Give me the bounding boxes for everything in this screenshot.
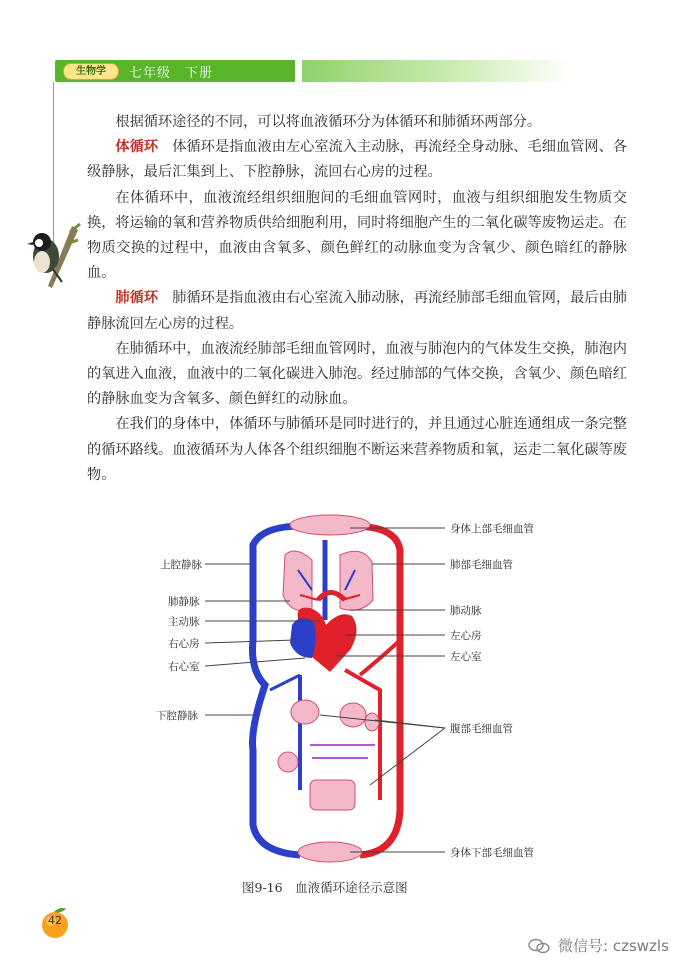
label-pulmonary-vein: 肺静脉	[168, 596, 200, 608]
paragraph: 在肺循环中，血液流经肺部毛细血管网时，血液与肺泡内的气体发生交换，肺泡内的氧进入血液，血液中的二氧化碳进入肺泡。经过肺部的气体交换，含氧少、颜色暗红的静脉血变为含氧多、颜色鲜红的动脉血。	[87, 340, 627, 408]
term-systemic: 体循环	[115, 139, 159, 156]
label-right-ventricle: 右心室	[168, 661, 200, 673]
header-decoration	[302, 60, 572, 82]
circulation-diagram	[0, 500, 700, 920]
label-abdominal-capillaries: 腹部毛细血管	[450, 723, 513, 735]
label-lung-capillaries: 肺部毛细血管	[450, 559, 513, 571]
page-number: 42	[48, 914, 62, 927]
label-upper-body-capillaries: 身体上部毛细血管	[450, 523, 534, 535]
label-left-atrium: 左心房	[450, 630, 482, 642]
figure-caption: 图9-16 血液循环途径示意图	[242, 880, 408, 895]
term-pulmonary: 肺循环	[115, 290, 159, 307]
subject-badge: 生物学	[63, 63, 119, 80]
paragraph: 在体循环中，血液流经组织细胞间的毛细血管网时，血液与组织细胞发生物质交换，将运输的氧和营养物质供给细胞利用，同时将细胞产生的二氧化碳等废物运走。在物质交换的过程中，血液由含氧多、颜色鲜红的动脉血变为含氧少、颜色暗红的静脉血。	[87, 189, 627, 282]
bird-illustration	[22, 222, 82, 292]
label-pulmonary-artery: 肺动脉	[450, 605, 482, 617]
label-left-ventricle: 左心室	[450, 651, 482, 663]
label-superior-vena-cava: 上腔静脉	[160, 559, 202, 571]
paragraph: 体循环 体循环是指血液由左心室流入主动脉，再流经全身动脉、毛细血管网、各级静脉，最后汇集到上、下腔静脉，流回右心房的过程。	[87, 139, 627, 181]
wechat-watermark	[528, 935, 669, 956]
paragraph: 在我们的身体中，体循环与肺循环是同时进行的，并且通过心脏连通组成一条完整的循环路线。血液循环为人体各个组织细胞不断运来营养物质和氧，运走二氧化碳等废物。	[87, 416, 627, 483]
wechat-icon	[528, 938, 550, 954]
body-text	[87, 110, 627, 488]
label-aorta: 主动脉	[168, 616, 200, 628]
label-lower-body-capillaries: 身体下部毛细血管	[450, 847, 534, 859]
label-right-atrium: 右心房	[168, 638, 200, 650]
grade-label: 七年级 下册	[129, 65, 214, 81]
label-inferior-vena-cava: 下腔静脉	[156, 710, 198, 722]
paragraph: 根据循环途径的不同，可以将血液循环分为体循环和肺循环两部分。	[115, 114, 542, 130]
chapter-header	[55, 60, 295, 82]
paragraph: 肺循环 肺循环是指血液由右心室流入肺动脉，再流经肺部毛细血管网，最后由肺静脉流回左心房的过程。	[87, 290, 627, 332]
watermark-text: 微信号: czswzls	[558, 937, 669, 955]
